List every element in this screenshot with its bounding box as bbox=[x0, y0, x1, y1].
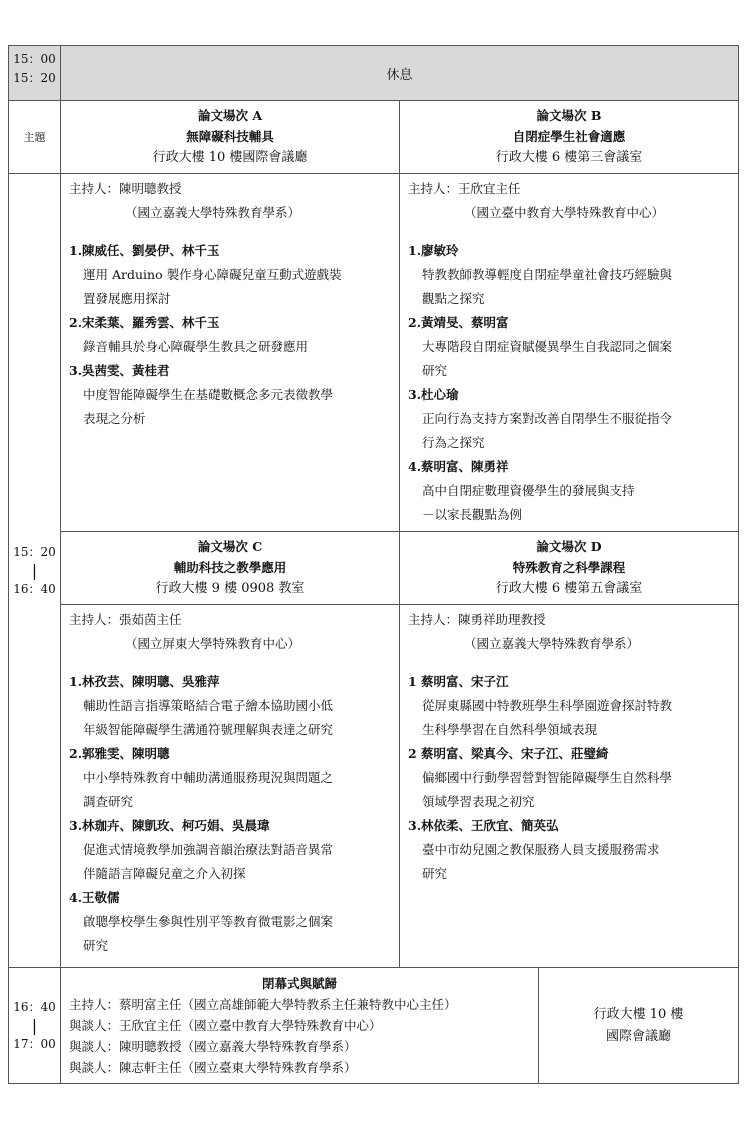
session-a-room: 行政大樓 10 樓國際會議廳 bbox=[152, 150, 308, 165]
session-a-theme: 無障礙科技輔具 bbox=[186, 129, 274, 144]
break-text: 休息 bbox=[386, 67, 413, 83]
paper-b1-title-2: 觀點之探究 bbox=[422, 291, 485, 306]
paper-b2-title-1: 大專階段自閉症資賦優異學生自我認同之個案 bbox=[422, 339, 673, 354]
closing-body bbox=[61, 968, 539, 1084]
paper-b4-title-1: 高中自閉症數理資優學生的發展與支持 bbox=[422, 483, 635, 498]
closing-panelist-1: 與談人：王欣宜主任（國立臺中教育大學特殊教育中心） bbox=[69, 1018, 382, 1033]
paper-b3-title-2: 行為之探究 bbox=[422, 435, 485, 450]
session-cd-row bbox=[9, 605, 739, 968]
session-d-body bbox=[400, 605, 739, 968]
paper-b2-title-2: 研究 bbox=[422, 363, 448, 378]
session-b-name: 論文場次 B bbox=[536, 108, 602, 123]
paper-d1-title-1: 從屏東縣國中特教班學生科學園遊會探討特教 bbox=[422, 698, 673, 713]
paper-d3-authors: 3.林依柔、王欣宜、簡英弘 bbox=[408, 818, 559, 833]
paper-c1-authors: 1.林孜芸、陳明聰、吳雅萍 bbox=[69, 674, 220, 689]
main-time-start: 15：20 bbox=[13, 544, 56, 559]
paper-d2-title-1: 偏鄉國中行動學習營對智能障礙學生自然科學 bbox=[422, 770, 673, 785]
session-a-name: 論文場次 A bbox=[197, 108, 263, 123]
closing-panelist-3: 與談人：陳志軒主任（國立臺東大學特殊教育學系） bbox=[69, 1060, 357, 1075]
main-time bbox=[9, 543, 60, 599]
paper-c3-title-2: 伴隨語言障礙兒童之介入初探 bbox=[83, 866, 246, 881]
session-b-body bbox=[400, 174, 739, 532]
paper-a2-authors: 2.宋柔葉、羅秀雲、林千玉 bbox=[69, 315, 220, 330]
closing-time bbox=[9, 998, 60, 1054]
main-time-end: 16：40 bbox=[13, 581, 56, 596]
paper-c4-authors: 4.王敬儒 bbox=[69, 890, 120, 905]
closing-venue-1: 行政大樓 10 樓 bbox=[593, 1006, 684, 1022]
paper-d1-authors: 1 蔡明富、宋子江 bbox=[408, 674, 509, 689]
paper-b1-authors: 1.廖敏玲 bbox=[408, 243, 459, 258]
paper-c2-title-2: 調查研究 bbox=[83, 794, 134, 809]
paper-a3-authors: 3.吳茜雯、黃桂君 bbox=[69, 363, 170, 378]
paper-c4-title-1: 啟聰學校學生參與性別平等教育微電影之個案 bbox=[83, 914, 334, 929]
session-b-header bbox=[400, 101, 739, 174]
session-c-name: 論文場次 C bbox=[197, 539, 263, 554]
session-c-body bbox=[61, 605, 400, 968]
paper-b1-title-1: 特教教師教導輕度自閉症學童社會技巧經驗與 bbox=[422, 267, 673, 282]
break-row bbox=[9, 46, 739, 101]
paper-c1-title-1: 輔助性語言指導策略結合電子繪本協助國小低 bbox=[83, 698, 334, 713]
paper-a2-title-1: 錄音輔具於身心障礙學生教具之研發應用 bbox=[83, 339, 309, 354]
session-d-name: 論文場次 D bbox=[536, 539, 602, 554]
session-a-host: 主持人：陳明聰教授 bbox=[69, 181, 182, 196]
session-d-host-affil: （國立嘉義大學特殊教育學系） bbox=[464, 636, 640, 651]
paper-a1-authors: 1.陳威任、劉晏伊、林千玉 bbox=[69, 243, 220, 258]
session-a-host-affil: （國立嘉義大學特殊教育學系） bbox=[125, 205, 301, 220]
paper-c4-title-2: 研究 bbox=[83, 938, 109, 953]
break-time-end: 15：20 bbox=[13, 71, 56, 85]
closing-panelist-2: 與談人：陳明聰教授（國立嘉義大學特殊教育學系） bbox=[69, 1039, 357, 1054]
break-time-start: 15：00 bbox=[13, 52, 56, 66]
session-d-room: 行政大樓 6 樓第五會議室 bbox=[495, 581, 643, 596]
paper-d2-title-2: 領域學習表現之初究 bbox=[422, 794, 535, 809]
header-row-ab bbox=[9, 101, 739, 174]
paper-d3-title-2: 研究 bbox=[422, 866, 448, 881]
closing-title: 閉幕式與賦歸 bbox=[261, 976, 337, 991]
session-c-host-affil: （國立屏東大學特殊教育中心） bbox=[125, 636, 301, 651]
session-d-header bbox=[400, 532, 739, 605]
paper-c3-authors: 3.林珈卉、陳凱玫、柯巧娟、吳晨瑋 bbox=[69, 818, 270, 833]
paper-b3-title-1: 正向行為支持方案對改善自閉學生不服從指令 bbox=[422, 411, 673, 426]
theme-label: 主題 bbox=[23, 130, 46, 144]
closing-venue bbox=[539, 968, 739, 1084]
header-row-cd bbox=[9, 532, 739, 605]
theme-label-cell bbox=[9, 101, 61, 174]
paper-d1-title-2: 生科學學習在自然科學領域表現 bbox=[422, 722, 598, 737]
main-time-sep: | bbox=[31, 560, 38, 580]
closing-host: 主持人：蔡明富主任（國立高雄師範大學特教系主任兼特教中心主任） bbox=[69, 997, 457, 1012]
closing-row bbox=[9, 968, 739, 1084]
break-time bbox=[9, 46, 61, 101]
session-c-room: 行政大樓 9 樓 0908 教室 bbox=[155, 581, 305, 596]
paper-b2-authors: 2.黃靖旻、蔡明富 bbox=[408, 315, 509, 330]
session-d-host: 主持人：陳勇祥助理教授 bbox=[408, 612, 546, 627]
closing-time-end: 17：00 bbox=[13, 1036, 56, 1051]
paper-d2-authors: 2 蔡明富、梁真今、宋子江、莊璧綺 bbox=[408, 746, 609, 761]
paper-a1-title-2: 置發展應用探討 bbox=[83, 291, 171, 306]
paper-b4-title-2: －以家長觀點為例 bbox=[422, 507, 523, 522]
session-ab-row bbox=[9, 174, 739, 532]
session-c-host: 主持人：張茹茵主任 bbox=[69, 612, 182, 627]
paper-d3-title-1: 臺中市幼兒園之教保服務人員支援服務需求 bbox=[422, 842, 660, 857]
session-b-theme: 自閉症學生社會適應 bbox=[512, 129, 626, 144]
session-d-theme: 特殊教育之科學課程 bbox=[512, 560, 626, 575]
paper-b4-authors: 4.蔡明富、陳勇祥 bbox=[408, 459, 509, 474]
schedule-table bbox=[8, 45, 739, 1084]
closing-venue-2: 國際會議廳 bbox=[606, 1028, 672, 1044]
session-b-room: 行政大樓 6 樓第三會議室 bbox=[495, 150, 643, 165]
main-time-cell bbox=[9, 174, 61, 968]
session-c-theme: 輔助科技之教學應用 bbox=[173, 560, 287, 575]
paper-a3-title-1: 中度智能障礙學生在基礎數概念多元表徵教學 bbox=[83, 387, 334, 402]
break-label bbox=[61, 46, 739, 101]
session-a-body bbox=[61, 174, 400, 532]
session-a-header bbox=[61, 101, 400, 174]
paper-c1-title-2: 年級智能障礙學生溝通符號理解與表達之研究 bbox=[83, 722, 334, 737]
paper-a3-title-2: 表現之分析 bbox=[83, 411, 146, 426]
paper-b3-authors: 3.杜心瑜 bbox=[408, 387, 459, 402]
paper-a1-title-1: 運用 Arduino 製作身心障礙兒童互動式遊戲裝 bbox=[83, 267, 342, 282]
paper-c2-title-1: 中小學特殊教育中輔助溝通服務現況與問題之 bbox=[83, 770, 334, 785]
paper-c2-authors: 2.郭雅雯、陳明聰 bbox=[69, 746, 170, 761]
closing-time-sep: | bbox=[31, 1015, 38, 1035]
closing-time-start: 16：40 bbox=[13, 999, 56, 1014]
paper-c3-title-1: 促進式情境教學加強調音韻治療法對語音異常 bbox=[83, 842, 334, 857]
session-c-header bbox=[61, 532, 400, 605]
closing-time-cell bbox=[9, 968, 61, 1084]
session-b-host: 主持人：王欣宜主任 bbox=[408, 181, 521, 196]
session-b-host-affil: （國立臺中教育大學特殊教育中心） bbox=[464, 205, 665, 220]
